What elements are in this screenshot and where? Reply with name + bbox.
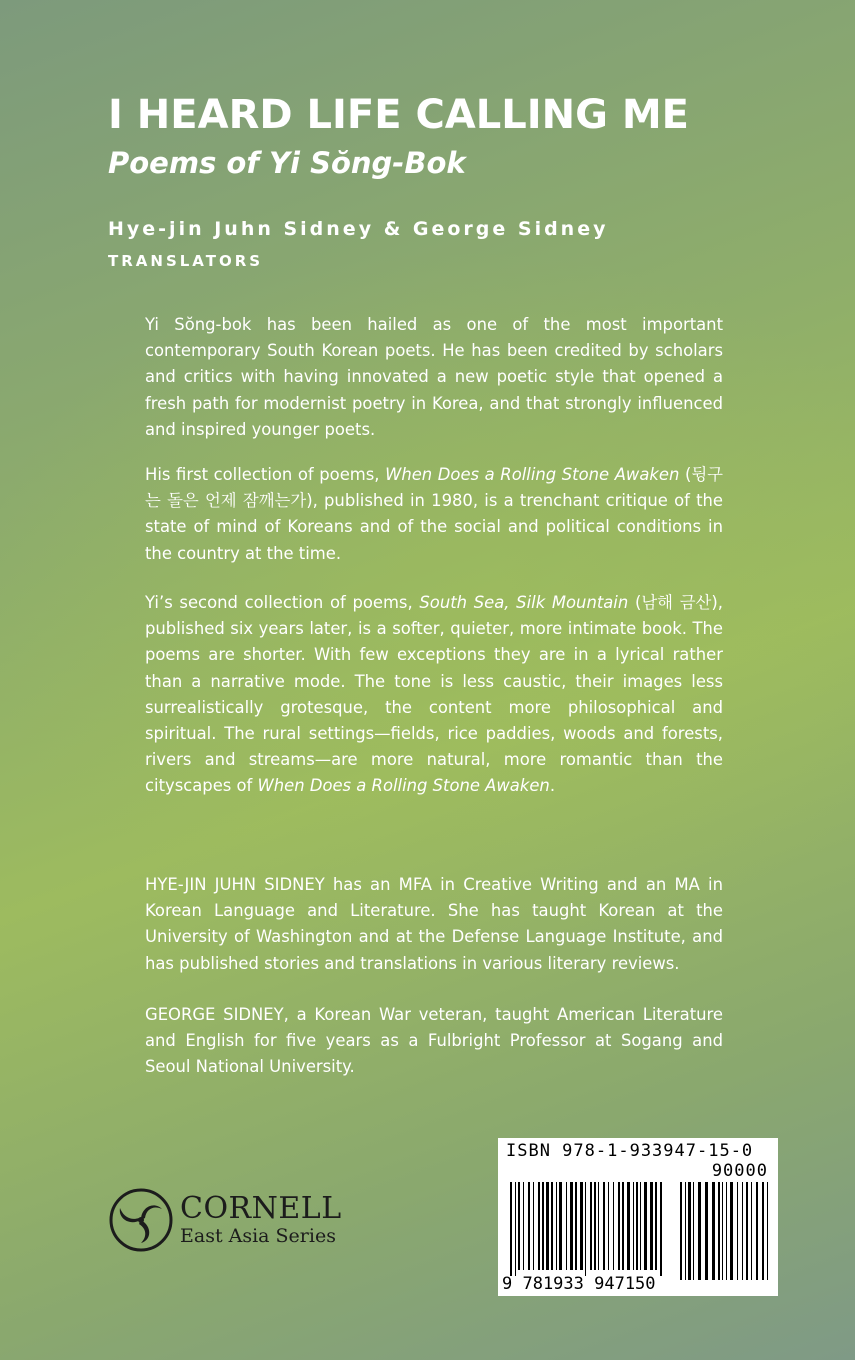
barcode-addon-bar [705, 1182, 708, 1280]
publisher-text [180, 1193, 342, 1247]
barcode-addon-bar [762, 1182, 764, 1280]
barcode-addon-bar [698, 1182, 701, 1280]
blurb-text: Yi’s second collection of poems, [145, 593, 420, 612]
barcode-bar [523, 1182, 524, 1270]
barcode-digits: 9 781933 947150 [502, 1274, 656, 1294]
barcode-addon-bar [746, 1182, 748, 1280]
barcode-addon-bar [751, 1182, 752, 1280]
barcode-bar [566, 1182, 567, 1270]
book-subtitle: Poems of Yi Sŏng-Bok [108, 146, 466, 180]
book-title-reference: South Sea, Silk Mountain [419, 593, 629, 612]
isbn-barcode [498, 1138, 778, 1296]
barcode-bar [559, 1182, 562, 1270]
barcode-bar [650, 1182, 653, 1270]
isbn-number: ISBN 978-1-933947-15-0 [506, 1141, 754, 1161]
blurb-text: (뒹구는 돌은 언제 잠깨는가), published in 1980, is a trenchant critique of the state of mind of Koreans and of the social and political conditions in the country at the time. [145, 465, 724, 563]
publisher-series: East Asia Series [180, 1225, 336, 1247]
book-title-reference: When Does a Rolling Stone Awaken [385, 465, 680, 484]
barcode-bar [570, 1182, 573, 1270]
barcode-bar [640, 1182, 641, 1270]
barcode-bar [556, 1182, 557, 1270]
barcode-bar [633, 1182, 634, 1270]
price-code: 90000 [711, 1161, 768, 1181]
barcode-addon-bar [685, 1182, 686, 1280]
book-title-reference: When Does a Rolling Stone Awaken [257, 776, 550, 796]
triple-swirl-icon [108, 1187, 174, 1253]
barcode-bar [546, 1182, 549, 1270]
blurb-text: His first collection of poems, [145, 465, 386, 484]
barcode-bar [594, 1182, 596, 1270]
barcode-addon-bar [693, 1182, 694, 1280]
barcode-bar [660, 1182, 662, 1276]
blurb-text: (남해 금산), published six years later, is a softer, quieter, more intimate book. The poems are shorter. With few exceptions they are in a lyrical rather than a narrative mode. The tone is less caustic, their images less surrealistically grotesque, the content more philosophical and spiritual. The rural settings—fields, rice paddies, woods and forests, rivers and streams—are more natural, more romantic than the cityscapes of [145, 593, 723, 796]
translators-label: TRANSLATORS [108, 252, 264, 270]
barcode-bar [528, 1182, 530, 1270]
barcode-addon-bar [730, 1182, 733, 1280]
barcode-addon-bar [688, 1182, 691, 1280]
barcode-addon-bar [742, 1182, 743, 1280]
barcode-bar [575, 1182, 577, 1270]
book-title: I HEARD LIFE CALLING ME [108, 92, 689, 138]
barcode-addon-bar [756, 1182, 758, 1280]
publisher-name: CORNELL [180, 1191, 342, 1226]
barcode-bar [538, 1182, 540, 1270]
blurb-paragraph-3 [145, 590, 723, 800]
barcode-bar [622, 1182, 624, 1270]
barcode-bar [644, 1182, 647, 1270]
barcode-bar [613, 1182, 614, 1270]
barcode-addon-bar [712, 1182, 715, 1280]
publisher-logo [108, 1187, 342, 1253]
barcode-addon-bar [767, 1182, 768, 1280]
barcode-bar [585, 1182, 586, 1276]
barcode-bar [655, 1182, 657, 1270]
barcode-addon-bar [718, 1182, 720, 1280]
barcode-addon-bar [737, 1182, 738, 1280]
barcode-bar [627, 1182, 630, 1270]
barcode-bar [518, 1182, 520, 1270]
barcode-bar [533, 1182, 534, 1270]
barcode-bar [636, 1182, 638, 1270]
barcode-bar [580, 1182, 583, 1270]
barcode-bars [498, 1138, 778, 1296]
barcode-bar [608, 1182, 609, 1270]
barcode-bar [551, 1182, 553, 1270]
blurb-paragraph-1: Yi Sŏng-bok has been hailed as one of the most important contemporary South Korean poets. He has been credited by scholars and critics with having innovated a new poetic style that opened a fresh path for modernist poetry in Korea, and that strongly influenced and inspired younger poets. [145, 315, 723, 439]
translator-names: Hye-jin Juhn Sidney & George Sidney [108, 218, 609, 240]
barcode-addon-bar [726, 1182, 727, 1280]
translator-bio-1: HYE-JIN JUHN SIDNEY has an MFA in Creative Writing and an MA in Korean Language and Literature. She has taught Korean at the University of Washington and at the Defense Language Institute, and has published stories and translations in various literary reviews. [145, 875, 723, 973]
barcode-bar [598, 1182, 599, 1270]
barcode-bar [603, 1182, 605, 1270]
barcode-bar [590, 1182, 592, 1270]
blurb-paragraph-2 [145, 462, 723, 567]
barcode-bar [515, 1182, 516, 1276]
barcode-bar [618, 1182, 620, 1270]
barcode-bar [510, 1182, 512, 1276]
barcode-addon-bar [722, 1182, 723, 1280]
blurb-text: . [549, 776, 556, 796]
barcode-addon-bar [680, 1182, 682, 1280]
barcode-bar [542, 1182, 544, 1270]
translator-bio-2: GEORGE SIDNEY, a Korean War veteran, taught American Literature and English for five years as a Fulbright Professor at Sogang and Seoul National University. [145, 1005, 723, 1077]
